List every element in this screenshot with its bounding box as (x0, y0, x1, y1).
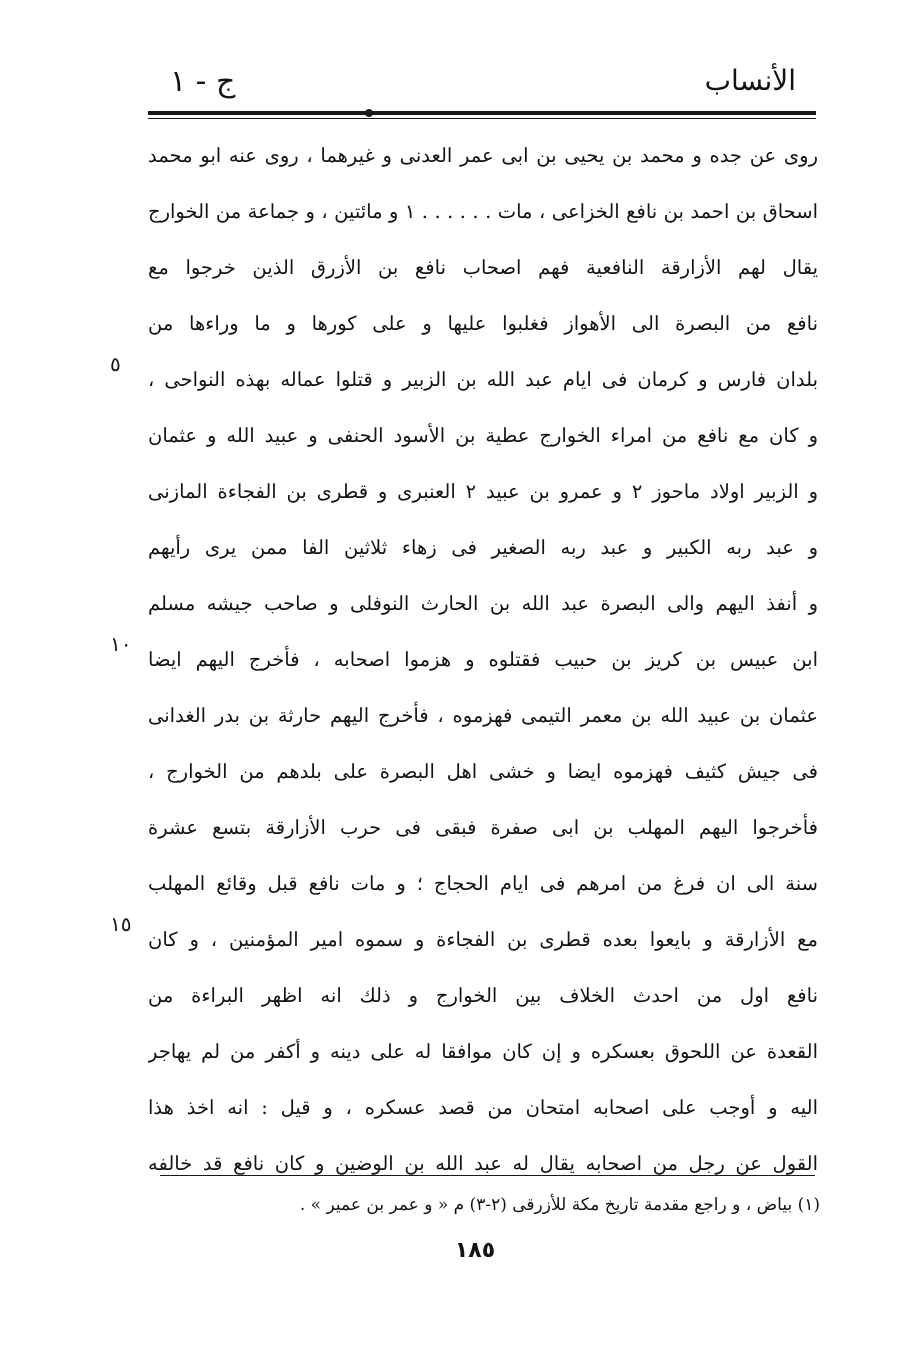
line-number-10: ١٠ (110, 632, 132, 656)
text-line: نافع من البصرة الى الأهواز فغلبوا عليها و على كورها و ما وراءها من (148, 312, 818, 335)
text-line: اسحاق بن احمد بن نافع الخزاعى ، مات . . . . . . ١ و مائتين ، و جماعة من الخوارج (148, 200, 818, 223)
page-number: ١٨٥ (454, 1238, 496, 1263)
text-line: اليه و أوجب على اصحابه امتحان من قصد عسكره ، و قيل : انه اخذ هذا (148, 1096, 818, 1119)
text-line: و الزبير اولاد ماحوز ٢ و عمرو بن عبيد ٢ العنبرى و قطرى بن الفجاءة المازنى (148, 480, 818, 503)
text-line: يقال لهم الأزارقة النافعية فهم اصحاب نافع بن الأزرق الذين خرجوا مع (148, 256, 818, 279)
text-line: عثمان بن عبيد الله بن معمر التيمى فهزموه ، فأخرج اليهم حارثة بن بدر الغدانى (148, 704, 818, 727)
header-rule-thin (148, 118, 816, 119)
text-line: القول عن رجل من اصحابه يقال له عبد الله بن الوضين و كان نافع قد خالفه (148, 1152, 818, 1175)
text-line: ابن عبيس بن كريز بن حبيب فقتلوه و هزموا اصحابه ، فأخرج اليهم ايضا (148, 648, 818, 671)
line-number-15: ١٥ (110, 912, 132, 936)
text-line: و عبد ربه الكبير و عبد ربه الصغير فى زهاء ثلاثين الفا ممن يرى رأيهم (148, 536, 818, 559)
volume-label: ج - ١ (170, 64, 236, 99)
text-line: بلدان فارس و كرمان فى ايام عبد الله بن الزبير و قتلوا عماله بهذه النواحى ، (148, 368, 818, 391)
text-line: و كان مع نافع من امراء الخوارج عطية بن الأسود الحنفى و عبيد الله و عثمان (148, 424, 818, 447)
text-line: نافع اول من احدث الخلاف بين الخوارج و ذلك انه اظهر البراءة من (148, 984, 818, 1007)
text-line: فى جيش كثيف فهزموه ايضا و خشى اهل البصرة على بلدهم من الخوارج ، (148, 760, 818, 783)
footnote-rule (160, 1175, 815, 1176)
running-title: الأنساب (704, 64, 796, 97)
header-rule (148, 111, 816, 115)
body-text (148, 128, 818, 1192)
footnote: (١) بياض ، و راجع مقدمة تاريخ مكة للأزرقى (٢-٣) م « و عمر بن عمير » . (299, 1195, 820, 1215)
text-line: فأخرجوا اليهم المهلب بن ابى صفرة فبقى فى حرب الأزارقة بتسع عشرة (148, 816, 818, 839)
text-line: القعدة عن اللحوق بعسكره و إن كان موافقا له على دينه و أكفر من لم يهاجر (148, 1040, 818, 1063)
text-line: و أنفذ اليهم والى البصرة عبد الله بن الحارث النوفلى و صاحب جيشه مسلم (148, 592, 818, 615)
rule-ornament-dot (365, 109, 373, 117)
text-line: روى عن جده و محمد بن يحيى بن ابى عمر العدنى و غيرهما ، روى عنه ابو محمد (148, 144, 818, 167)
text-line: مع الأزارقة و بايعوا بعده قطرى بن الفجاءة و سموه امير المؤمنين ، و كان (148, 928, 818, 951)
line-number-5: ٥ (110, 352, 121, 376)
text-line: سنة الى ان فرغ من امرهم فى ايام الحجاج ؛ و مات نافع قبل وقائع المهلب (148, 872, 818, 895)
